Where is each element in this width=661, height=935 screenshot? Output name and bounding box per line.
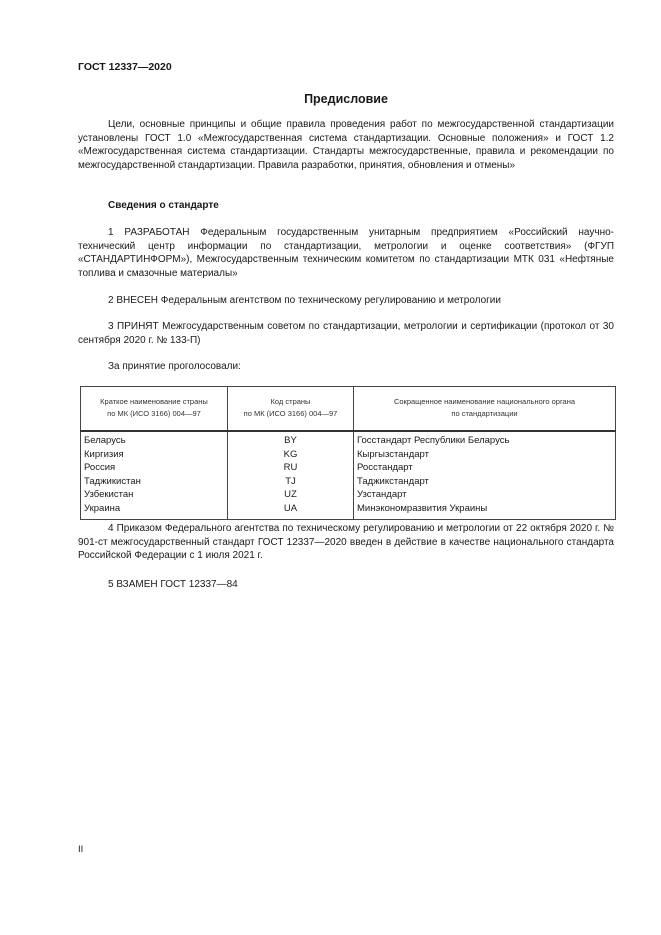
item-replaced: 5 ВЗАМЕН ГОСТ 12337—84	[108, 579, 238, 590]
body-cell: Минэкономразвития Украины	[354, 502, 616, 519]
header-country-code	[228, 387, 354, 432]
header-line: Код страны	[270, 397, 311, 406]
header-line: по МК (ИСО 3166) 004—97	[107, 409, 201, 418]
code-cell: UA	[228, 502, 354, 519]
country-cell: Украина	[81, 502, 228, 519]
table-row	[81, 488, 616, 502]
table-row	[81, 448, 616, 462]
body-cell: Кыргызстандарт	[354, 448, 616, 462]
code-cell: UZ	[228, 488, 354, 502]
item-order: 4 Приказом Федерального агентства по техническому регулированию и метрологии от 22 октября 2020 г. № 901-ст межгосударственный стандарт ГОСТ 12337—2020 введен в действие в качестве национального стандарта Российской Федерации с 1 июля 2021 г.	[78, 523, 614, 561]
code-cell: KG	[228, 448, 354, 462]
country-cell: Киргизия	[81, 448, 228, 462]
voting-table	[80, 386, 616, 520]
document-header: ГОСТ 12337—2020	[78, 61, 172, 73]
page-number: II	[78, 844, 84, 855]
body-cell: Узстандарт	[354, 488, 616, 502]
header-national-body	[354, 387, 616, 432]
body-cell: Росстандарт	[354, 461, 616, 475]
header-line: Сокращенное наименование национального органа	[393, 397, 576, 406]
table-row	[81, 461, 616, 475]
body-cell: Госстандарт Республики Беларусь	[354, 431, 616, 448]
country-cell: Таджикистан	[81, 475, 228, 489]
header-line: по стандартизации	[451, 409, 518, 418]
table-row	[81, 431, 616, 448]
body-cell: Таджикстандарт	[354, 475, 616, 489]
country-cell: Россия	[81, 461, 228, 475]
country-cell: Беларусь	[81, 431, 228, 448]
header-line: по МК (ИСО 3166) 004—97	[243, 409, 338, 418]
table-header-row	[81, 387, 616, 432]
table-row	[81, 502, 616, 519]
table-row	[81, 475, 616, 489]
intro-paragraph: Цели, основные принципы и общие правила проведения работ по межгосударственной стандартизации установлены ГОСТ 1.0 «Межгосударственная система стандартизации. Основные положения» и ГОСТ 1.2 «Межгосударственная система стандартизации. Стандарты межгосударственные, правила и рекомендации по межгосударственной стандартизации. Правила разработки, принятия, обновления и отмены»	[78, 119, 614, 171]
section-title: Сведения о стандарте	[108, 200, 219, 211]
header-line: Краткое наименование страны	[100, 397, 208, 406]
code-cell: BY	[228, 431, 354, 448]
item-adopted: 3 ПРИНЯТ Межгосударственным советом по стандартизации, метрологии и сертификации (протокол от 30 сентября 2020 г. № 133-П)	[78, 321, 614, 346]
code-cell: TJ	[228, 475, 354, 489]
code-cell: RU	[228, 461, 354, 475]
item-introduced: 2 ВНЕСЕН Федеральным агентством по техническому регулированию и метрологии	[108, 295, 501, 306]
item-developed: 1 РАЗРАБОТАН Федеральным государственным унитарным предприятием «Российский научно-технический центр информации по стандартизации, метрологии и оценке соответствия» (ФГУП «СТАНДАРТИНФОРМ»), Межгосударственным техническим комитетом по стандартизации МТК 031 «Нефтяные топлива и смазочные материалы»	[78, 227, 614, 279]
page-title: Предисловие	[304, 92, 388, 106]
country-cell: Узбекистан	[81, 488, 228, 502]
header-country-name	[81, 387, 228, 432]
voted-label: За принятие проголосовали:	[108, 361, 241, 372]
